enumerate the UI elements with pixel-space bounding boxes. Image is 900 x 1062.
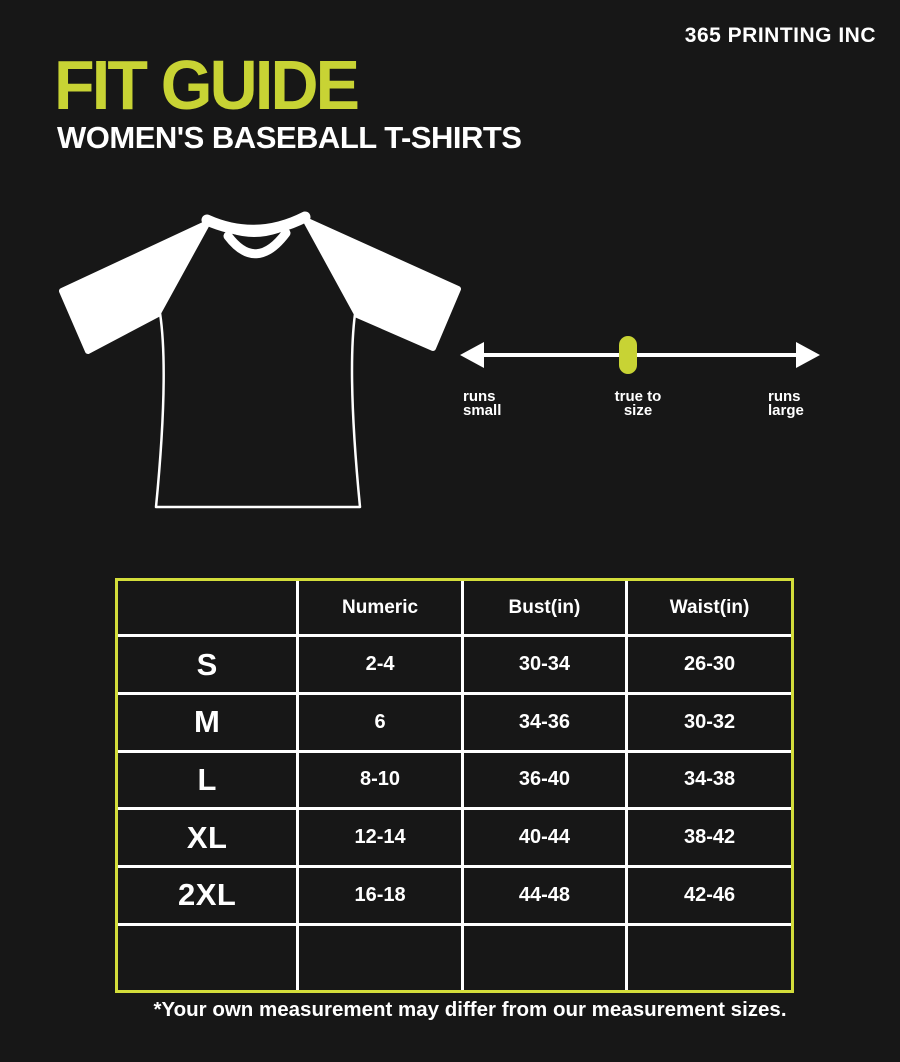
numeric-cell: 16-18 [298, 866, 462, 924]
waist-cell: 38-42 [627, 809, 791, 867]
table-row-s [118, 636, 791, 694]
scale-label-line: true to [614, 388, 662, 405]
column-header-waist: Waist(in) [627, 581, 791, 636]
arrow-left-head-icon [460, 342, 484, 368]
bust-cell: 40-44 [462, 809, 626, 867]
true-to-size-marker [619, 336, 637, 374]
scale-label-line: small [463, 402, 502, 419]
bust-cell [462, 924, 626, 990]
table-row-xl [118, 809, 791, 867]
brand-name: 365 PRINTING INC [684, 24, 876, 47]
size-cell [118, 924, 298, 990]
size-cell: 2XL [118, 866, 298, 924]
size-table [115, 578, 794, 993]
numeric-cell: 8-10 [298, 751, 462, 809]
numeric-cell: 12-14 [298, 809, 462, 867]
column-header-size [118, 581, 298, 636]
waist-cell: 42-46 [627, 866, 791, 924]
baseball-tshirt-illustration [50, 195, 470, 535]
size-cell: M [118, 693, 298, 751]
tshirt-collar-band [207, 217, 305, 230]
page-subtitle: WOMEN'S BASEBALL T-SHIRTS [57, 120, 522, 155]
fit-scale [450, 330, 830, 440]
scale-label-line: large [768, 402, 804, 419]
numeric-cell [298, 924, 462, 990]
scale-label-true-to-size [595, 390, 681, 418]
size-table-grid [118, 581, 791, 990]
bust-cell: 36-40 [462, 751, 626, 809]
size-cell: S [118, 636, 298, 694]
scale-label-runs-small [463, 390, 501, 418]
bust-cell: 44-48 [462, 866, 626, 924]
table-row-l [118, 751, 791, 809]
numeric-cell: 6 [298, 693, 462, 751]
column-header-numeric: Numeric [298, 581, 462, 636]
bust-cell: 30-34 [462, 636, 626, 694]
table-row-m [118, 693, 791, 751]
waist-cell: 34-38 [627, 751, 791, 809]
size-cell: L [118, 751, 298, 809]
arrow-right-head-icon [796, 342, 820, 368]
measurement-disclaimer: *Your own measurement may differ from our measurement sizes. [153, 998, 787, 1021]
waist-cell: 30-32 [627, 693, 791, 751]
column-header-bust: Bust(in) [462, 581, 626, 636]
waist-cell: 26-30 [627, 636, 791, 694]
page-title: FIT GUIDE [54, 46, 358, 124]
table-row-2xl [118, 866, 791, 924]
numeric-cell: 2-4 [298, 636, 462, 694]
scale-label-line: runs [768, 388, 801, 405]
scale-label-line: runs [463, 388, 496, 405]
bust-cell: 34-36 [462, 693, 626, 751]
table-row-empty [118, 924, 791, 990]
scale-label-line: size [623, 402, 653, 419]
scale-label-runs-large [768, 390, 804, 418]
size-cell: XL [118, 809, 298, 867]
waist-cell [627, 924, 791, 990]
table-header-row [118, 581, 791, 636]
